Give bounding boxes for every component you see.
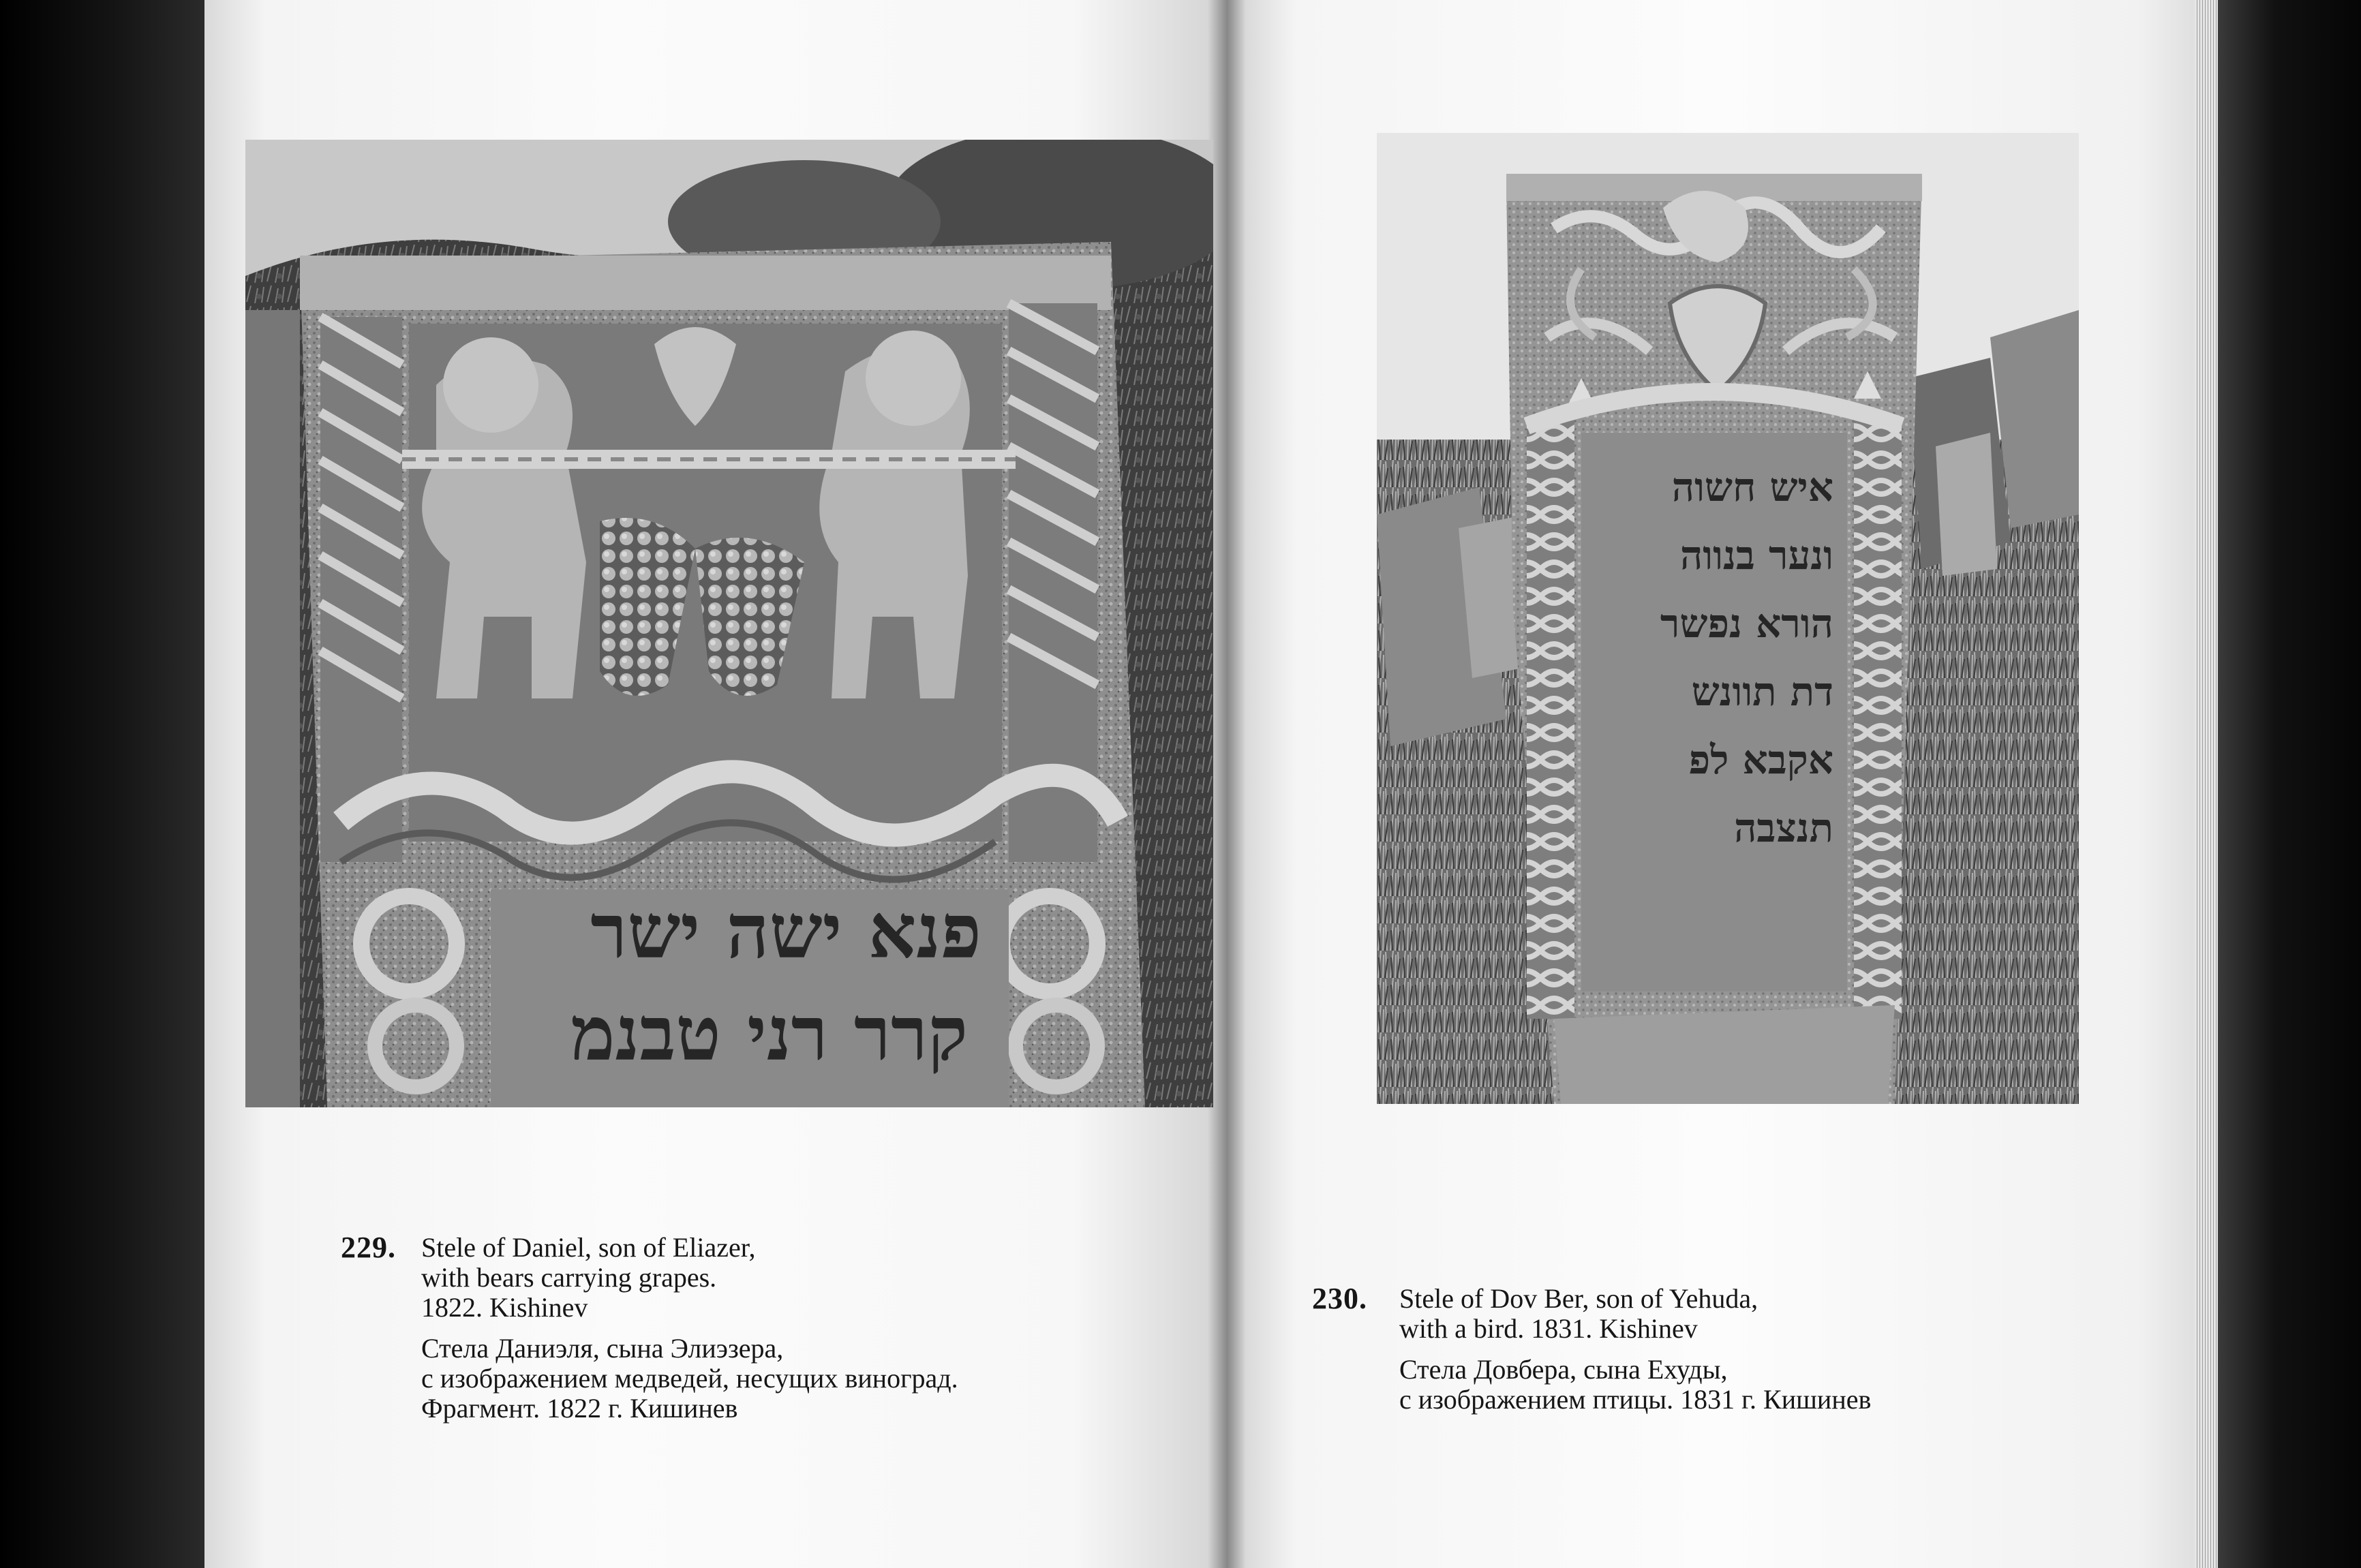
caption-229-ru-line-1: Стела Даниэля, сына Элиэзера, [421,1333,784,1364]
figure-number-229: 229. [341,1231,396,1264]
caption-229-en-line-2: with bears carrying grapes. [421,1262,717,1293]
scan-background-right [2218,0,2361,1568]
caption-230-body [1399,1284,2074,1415]
stele-230-inscription-line-2: ונער בנווה [1679,532,1833,579]
stele-229-inscription-line-2: קרר רני טבנמ [570,989,968,1077]
photo-stele-229 [245,140,1213,1107]
stele-230-inscription-line-6: תנצבה [1734,805,1833,851]
stele-230-inscription-line-1: איש חשוה [1671,464,1833,510]
stele-230-illustration [1377,133,2079,1104]
stele-229-inscription-line-1: פנא ישה ישר [590,887,981,975]
caption-230-ru-line-1: Стела Довбера, сына Ехуды, [1399,1354,1728,1385]
caption-229-en-line-1: Stele of Daniel, son of Eliazer, [421,1232,756,1263]
caption-229-ru-line-2: с изображением медведей, несущих виноград. [421,1363,958,1394]
caption-229-body [421,1233,1123,1424]
caption-229-en-line-3: 1822. Kishinev [421,1292,588,1323]
stele-230-inscription-line-3: הורא נפשר [1660,600,1833,647]
caption-229-ru-line-3: Фрагмент. 1822 г. Кишинев [421,1393,738,1424]
book-gutter [1208,0,1246,1568]
caption-230-en-line-1: Stele of Dov Ber, son of Yehuda, [1399,1283,1758,1314]
stele-230-inscription-line-5: אקבא לפ [1688,737,1833,783]
stele-229-illustration [245,140,1213,1107]
caption-230-ru-line-2: с изображением птицы. 1831 г. Кишинев [1399,1384,1872,1415]
photo-stele-230 [1377,133,2079,1104]
caption-230-en-line-2: with a bird. 1831. Kishinev [1399,1313,1698,1344]
stele-230-inscription-line-4: דת תוונש [1691,668,1833,715]
figure-number-230: 230. [1312,1282,1367,1315]
scan-background-left [0,0,204,1568]
